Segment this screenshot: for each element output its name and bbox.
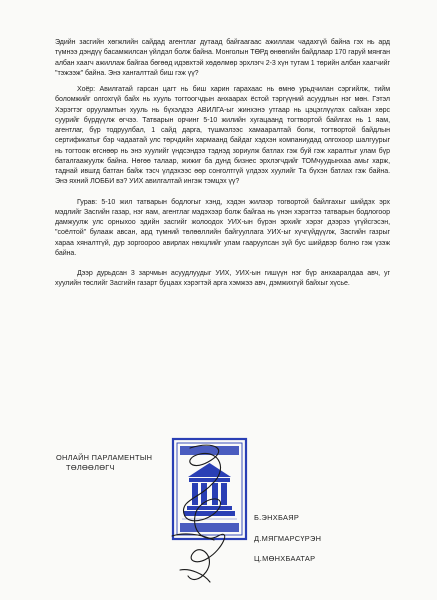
paragraph-2: Хоёр: Авилгатай гарсан цагт нь биш харин гарахаас нь өмнө урьдчилан сэргийлж, тийм боломжийг олгохгүй байх нь хууль тогтоогчдын анхаарах ёстой тэргүүний асуудлын нэг мөн. Гэтэл Хэрэгтэг орууламтын хууль нь бүхэлдээ АВИЛГА-ыг жинхэнэ утгаар нь цэцэглүүлэх сайхан хөрс суурийг бүрдүүлж өгчээ. Татварын орчинг 5-10 жилийн хугацаанд тогтвортой байлгах нь 1 яам, агентлаг, бүр тодруулбал, 1 сайд дарга, түшмэлээс хамааралтай болж, тогтвортой байдлын сертификатыг бэр чадаатай улс төрчдийн хармаанд байдаг хэдхэн компаниудад олгохоор шалгуурыг нь тогтоож өгснөөр нь энэ хуулийг үндсэндээ тэднэд зориулж батлах гэж буй гэж харалтыг улам бүр баталгаажуулж байна. Нөгөө талаар, жижиг ба дунд бизнес эрхлэгчдийг ТОМчуудынхаа амьг харж, таднай ившгд батган байж тэсч үлдэхээс өөр сонголтгүй үлдээх хуулийг Та бүхэн батлах гэж байна. Энэ яхний ЛОББИ вэ? УИХ авилгалтай ингэж тэмцэх үү? [55, 86, 390, 186]
signatory-name-1: Б.ЭНХБАЯР [254, 513, 300, 522]
paragraph-4: Дээр дурьдсан 3 зарчмын асуудлуудыг УИХ, УИХ-ын гишүүн нэг бүр анхааралдаа авч, уг хуулийн төслийг Засгийн газарт буцаах хэрэгтэй арга хэмжээ авч, дэмжихгүй байхыг хүсье. [55, 270, 390, 288]
paragraph-3: Гурав: 5-10 жил татварын бодлогыг хэнд, хэдэн жилээр тогвортой байлгахыг шийдэх эрх мэдлийг Засгийн газар, нэг яам, агентлаг мэдэхээр болж байгаа нь үнэн хэрэгтээ татварын бодлогоор дамжуулж улс орныхоо эдийн засгийг жолоодох УИХ-ын бүрэн эрхийг хэрэг дээрээ үгүйсгэсэн, "соёлтой" булааж авсан, ард түмний төлөөллийн байгууллага УИХ-ыг хүчгүйдүүлж, Засгийн газрыг хараа хяналтгүй, дур зоргоороо авирлах нөхцлийг улам гааруулсан зүй бус шийдвэр болно гэж үзэж байна. [55, 198, 390, 257]
signatory-name-2: Д.МЯГМАРСҮРЭН [254, 533, 322, 543]
handwritten-signature [160, 440, 260, 590]
signatory-name-3: Ц.МӨНХБААТАР [254, 554, 316, 564]
signatory-names [254, 508, 321, 570]
signatory-org-line-2: ТӨЛӨӨЛӨГЧ [66, 462, 115, 472]
signatory-org-line-1: ОНЛАЙН ПАРЛАМЕНТЫН [56, 453, 153, 462]
letter-body [55, 38, 390, 290]
signatory-org [56, 453, 152, 472]
paragraph-1: Эдийн засгийн хөгжлийн сайдад агентлаг дутаад байгаагаас ажиллаж чадахгүй байна гэх нь ард түмнээ дэндүү басамжилсан үйлдэл болж байна. Монголын ТӨРд өнөөгийн байдлаар 170 гаруй мянган албан хаагч ажиллаж байгаа бөгөөд идэвхтэй хөдөлмөр эрхлэгч 2-3 хүн тутам 1 төрийн албан хаагчийг "тэжээж" байна. Энэ хангалттай биш гэж үү? [55, 39, 390, 77]
